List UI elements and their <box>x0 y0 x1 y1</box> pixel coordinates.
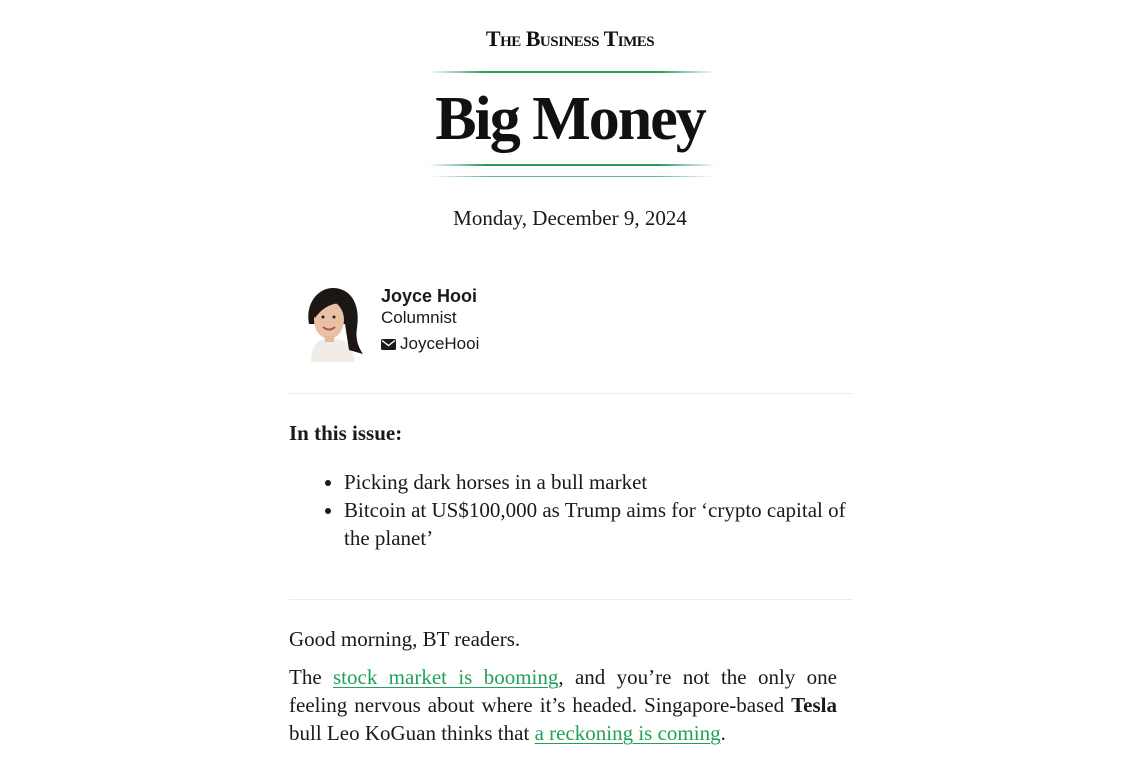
author-info <box>381 284 479 355</box>
masthead-logo[interactable]: The Business Times <box>485 26 655 51</box>
issue-date: Monday, December 9, 2024 <box>453 206 687 230</box>
paragraph-1 <box>289 663 837 747</box>
author-email-link[interactable] <box>381 333 479 355</box>
section-divider-2 <box>289 599 853 600</box>
envelope-icon <box>381 339 396 350</box>
greeting: Good morning, BT readers. <box>289 627 521 651</box>
stock-market-link[interactable]: stock market is booming <box>333 665 559 689</box>
paragraph-end: . <box>720 721 726 745</box>
author-block <box>297 284 479 364</box>
reckoning-link[interactable]: a reckoning is coming <box>534 721 721 745</box>
portrait-photo-icon <box>297 284 365 364</box>
author-avatar <box>297 284 365 364</box>
author-name: Joyce Hooi <box>381 286 478 306</box>
paragraph-text: , and you’re not the only one feeling nervous about where it’s headed. Singapore-based <box>289 665 837 717</box>
author-handle[interactable]: JoyceHooi <box>400 334 480 353</box>
paragraph-text-2: bull Leo KoGuan thinks that <box>289 721 535 745</box>
issue-list <box>289 468 849 552</box>
section-divider-1 <box>289 393 853 394</box>
newsletter-title: Big Money <box>435 85 705 153</box>
bottom-green-rule-1 <box>428 164 716 166</box>
tesla-bold: Tesla <box>791 693 837 717</box>
top-green-rule <box>428 71 716 73</box>
author-role: Columnist <box>381 308 457 327</box>
paragraph-lead: The <box>289 665 333 689</box>
issue-heading: In this issue: <box>289 421 403 445</box>
issue-item[interactable]: • Bitcoin at US$100,000 as Trump aims for ‘crypto capital of the planet’ <box>344 496 849 552</box>
bottom-green-rule-2 <box>428 176 716 177</box>
issue-item[interactable]: • Picking dark horses in a bull market <box>344 468 849 496</box>
